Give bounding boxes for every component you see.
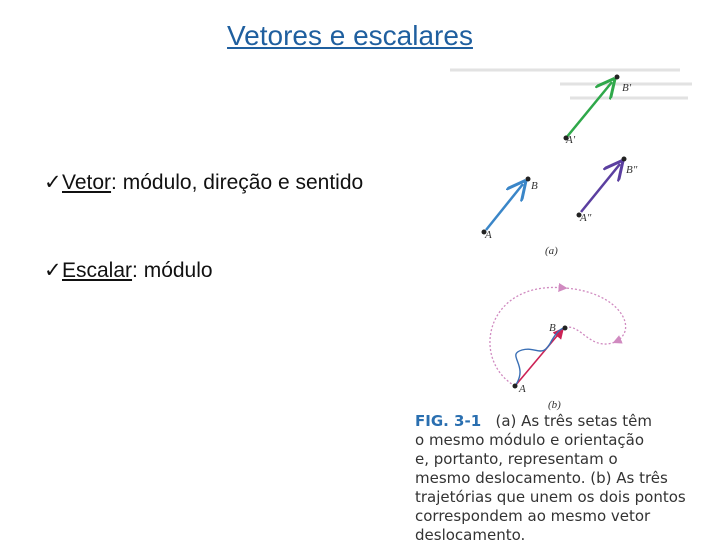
- faded-background-text: [450, 70, 692, 98]
- caption-line-4: mesmo deslocamento. (b) As três: [415, 469, 668, 487]
- caption-line-6: correspondem ao mesmo vetor: [415, 507, 651, 525]
- caption-line-7: deslocamento.: [415, 526, 526, 544]
- label-a: A: [485, 229, 492, 241]
- point-b-dprime: [622, 157, 627, 162]
- checkmark-icon: ✓: [44, 259, 62, 282]
- caption-line-2: o mesmo módulo e orientação: [415, 431, 645, 449]
- point-b: [526, 177, 531, 182]
- point-a-b: [513, 384, 518, 389]
- bullet-term: Escalar: [62, 259, 133, 282]
- caption-line-3: e, portanto, representam o: [415, 450, 618, 468]
- trajectory-straight: [515, 330, 562, 386]
- bullet-vetor: [44, 170, 363, 195]
- checkmark-icon: ✓: [44, 171, 62, 194]
- label-b-dprime: B": [626, 164, 638, 176]
- figure-label: FIG. 3-1: [415, 412, 482, 430]
- label-a-b: A: [519, 383, 526, 395]
- slide-title: Vetores e escalares: [227, 20, 473, 51]
- figure-caption: [415, 412, 715, 545]
- label-part-a: (a): [545, 245, 558, 257]
- label-a-prime: A': [566, 134, 576, 146]
- bullet-escalar: [44, 258, 213, 283]
- label-b-prime: B': [622, 82, 632, 94]
- label-a-dprime: A": [580, 212, 592, 224]
- caption-line-1: (a) As três setas têm: [495, 412, 652, 430]
- vector-a-dprime-b-dprime: [581, 164, 620, 212]
- point-b-prime: [615, 75, 620, 80]
- label-part-b: (b): [548, 399, 561, 411]
- label-b: B: [531, 180, 538, 192]
- label-b-b: B: [549, 322, 556, 334]
- point-b-b: [563, 326, 568, 331]
- figure-diagram: [430, 60, 720, 420]
- bullet-term: Vetor: [62, 171, 112, 194]
- caption-line-5: trajetórias que unem os dois pontos: [415, 488, 686, 506]
- vector-a-b: [486, 184, 523, 230]
- bullet-text: : módulo, direção e sentido: [111, 171, 364, 194]
- vector-a-prime-b-prime: [566, 82, 612, 138]
- bullet-text: : módulo: [132, 259, 213, 282]
- trajectory-curved: [490, 287, 626, 386]
